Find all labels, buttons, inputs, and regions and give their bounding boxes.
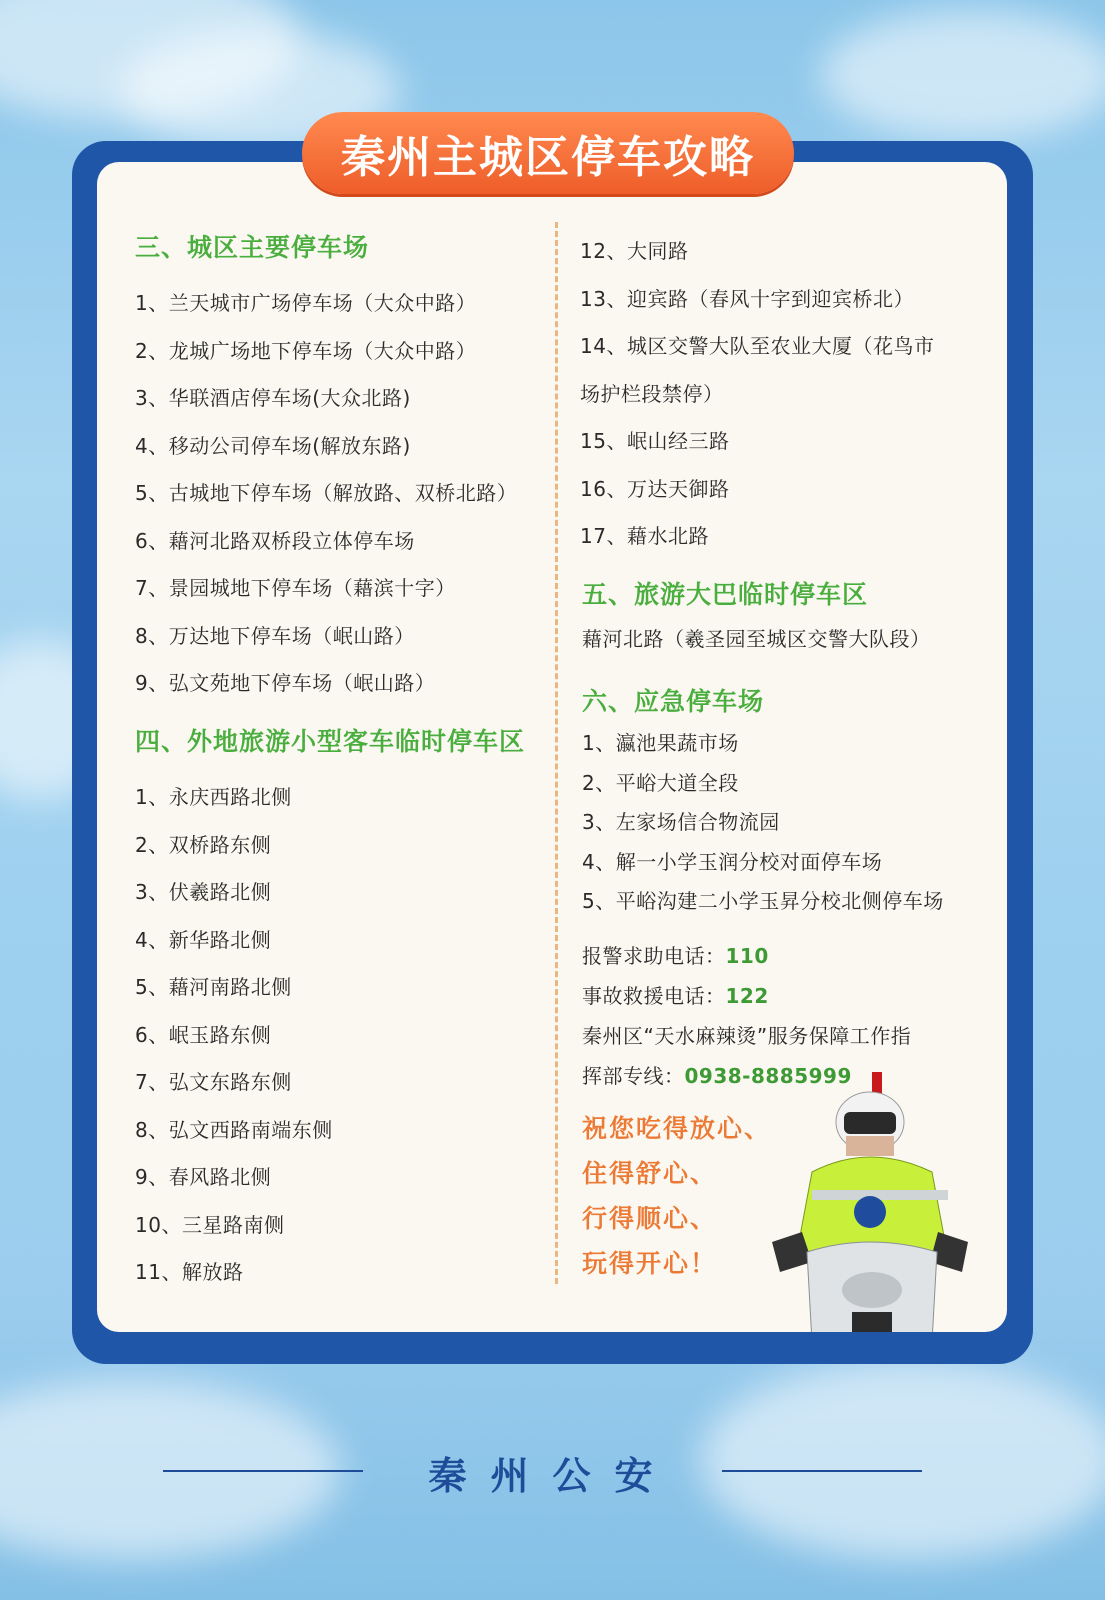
slogan-line: 玩得开心！ bbox=[582, 1249, 718, 1278]
list-item: 3、华联酒店停车场(大众北路) bbox=[135, 386, 411, 410]
accident-hotline-number: 122 bbox=[725, 984, 769, 1008]
section4-list bbox=[135, 774, 333, 1297]
section-heading: 四、外地旅游小型客车临时停车区 bbox=[135, 727, 526, 756]
column-divider bbox=[555, 222, 558, 1284]
list-item: 1、兰天城市广场停车场（大众中路） bbox=[135, 291, 477, 315]
list-item: 5、平峪沟建二小学玉昇分校北侧停车场 bbox=[582, 889, 944, 913]
list-item: 场护栏段禁停） bbox=[580, 381, 724, 406]
section-heading: 六、应急停车场 bbox=[582, 687, 765, 716]
list-item: 6、藉河北路双桥段立体停车场 bbox=[135, 528, 415, 553]
list-item: 4、新华路北侧 bbox=[135, 927, 272, 952]
list-item: 1、永庆西路北侧 bbox=[135, 785, 292, 809]
section-heading: 五、旅游大巴临时停车区 bbox=[582, 580, 869, 609]
accident-hotline-label: 事故救援电话： bbox=[582, 984, 726, 1008]
police-hotline-number: 110 bbox=[725, 944, 769, 968]
list-item: 5、藉河南路北侧 bbox=[135, 975, 292, 999]
hq-hotline-label: 挥部专线： bbox=[582, 1064, 685, 1088]
slogan-line: 祝您吃得放心、 bbox=[582, 1114, 772, 1143]
hq-hotline-line1: 秦州区“天水麻辣烫”服务保障工作指 bbox=[582, 1024, 912, 1048]
list-item: 8、弘文西路南端东侧 bbox=[135, 1117, 333, 1142]
list-item: 3、左家场信合物流园 bbox=[582, 810, 780, 834]
list-item: 16、万达天御路 bbox=[580, 476, 730, 501]
list-item: 2、龙城广场地下停车场（大众中路） bbox=[135, 338, 477, 363]
list-item: 9、弘文苑地下停车场（岷山路） bbox=[135, 671, 436, 695]
section3-list bbox=[135, 280, 517, 708]
contact-info bbox=[582, 936, 911, 1096]
slogan bbox=[582, 1106, 771, 1286]
hq-hotline-number: 0938-8885999 bbox=[684, 1064, 852, 1088]
list-item: 7、弘文东路东侧 bbox=[135, 1070, 292, 1094]
list-item: 9、春风路北侧 bbox=[135, 1165, 272, 1189]
section4-continued-list bbox=[580, 228, 934, 561]
cloud-decoration bbox=[820, 10, 1105, 140]
footer-brand: 秦州公安 bbox=[428, 1454, 677, 1498]
list-item: 2、双桥路东侧 bbox=[135, 832, 272, 857]
poster-title: 秦州主城区停车攻略 bbox=[302, 112, 794, 194]
police-motorcycle-image bbox=[772, 1062, 992, 1332]
police-hotline bbox=[582, 936, 911, 976]
list-item: 4、移动公司停车场(解放东路) bbox=[135, 433, 411, 458]
list-item: 14、城区交警大队至农业大厦（花鸟市 bbox=[580, 334, 935, 358]
hq-hotline bbox=[582, 1056, 911, 1096]
list-item: 2、平峪大道全段 bbox=[582, 770, 739, 795]
list-item: 8、万达地下停车场（岷山路） bbox=[135, 623, 415, 648]
list-item: 11、解放路 bbox=[135, 1260, 244, 1284]
section5 bbox=[582, 575, 931, 652]
accident-hotline bbox=[582, 976, 911, 1016]
police-hotline-label: 报警求助电话： bbox=[582, 944, 726, 968]
slogan-line: 行得顺心、 bbox=[582, 1204, 718, 1233]
list-item: 5、古城地下停车场（解放路、双桥北路） bbox=[135, 481, 518, 505]
list-item: 13、迎宾路（春风十字到迎宾桥北） bbox=[580, 286, 914, 311]
section6-list bbox=[582, 724, 944, 922]
list-item: 4、解一小学玉润分校对面停车场 bbox=[582, 849, 883, 874]
list-item: 12、大同路 bbox=[580, 239, 689, 263]
list-item: 10、三星路南侧 bbox=[135, 1212, 285, 1237]
left-column bbox=[135, 228, 369, 264]
list-item: 3、伏羲路北侧 bbox=[135, 880, 272, 904]
list-item: 6、岷玉路东侧 bbox=[135, 1022, 272, 1047]
section4-heading-wrap bbox=[135, 722, 525, 758]
section-heading: 三、城区主要停车场 bbox=[135, 233, 370, 262]
list-item: 17、藉水北路 bbox=[580, 524, 709, 548]
list-item: 1、瀛池果蔬市场 bbox=[582, 731, 739, 755]
slogan-line: 住得舒心、 bbox=[582, 1159, 718, 1188]
list-item: 15、岷山经三路 bbox=[580, 429, 730, 453]
list-item: 7、景园城地下停车场（藉滨十字） bbox=[135, 576, 456, 600]
section6 bbox=[582, 682, 764, 718]
list-item: 藉河北路（羲圣园至城区交警大队段） bbox=[582, 627, 931, 651]
